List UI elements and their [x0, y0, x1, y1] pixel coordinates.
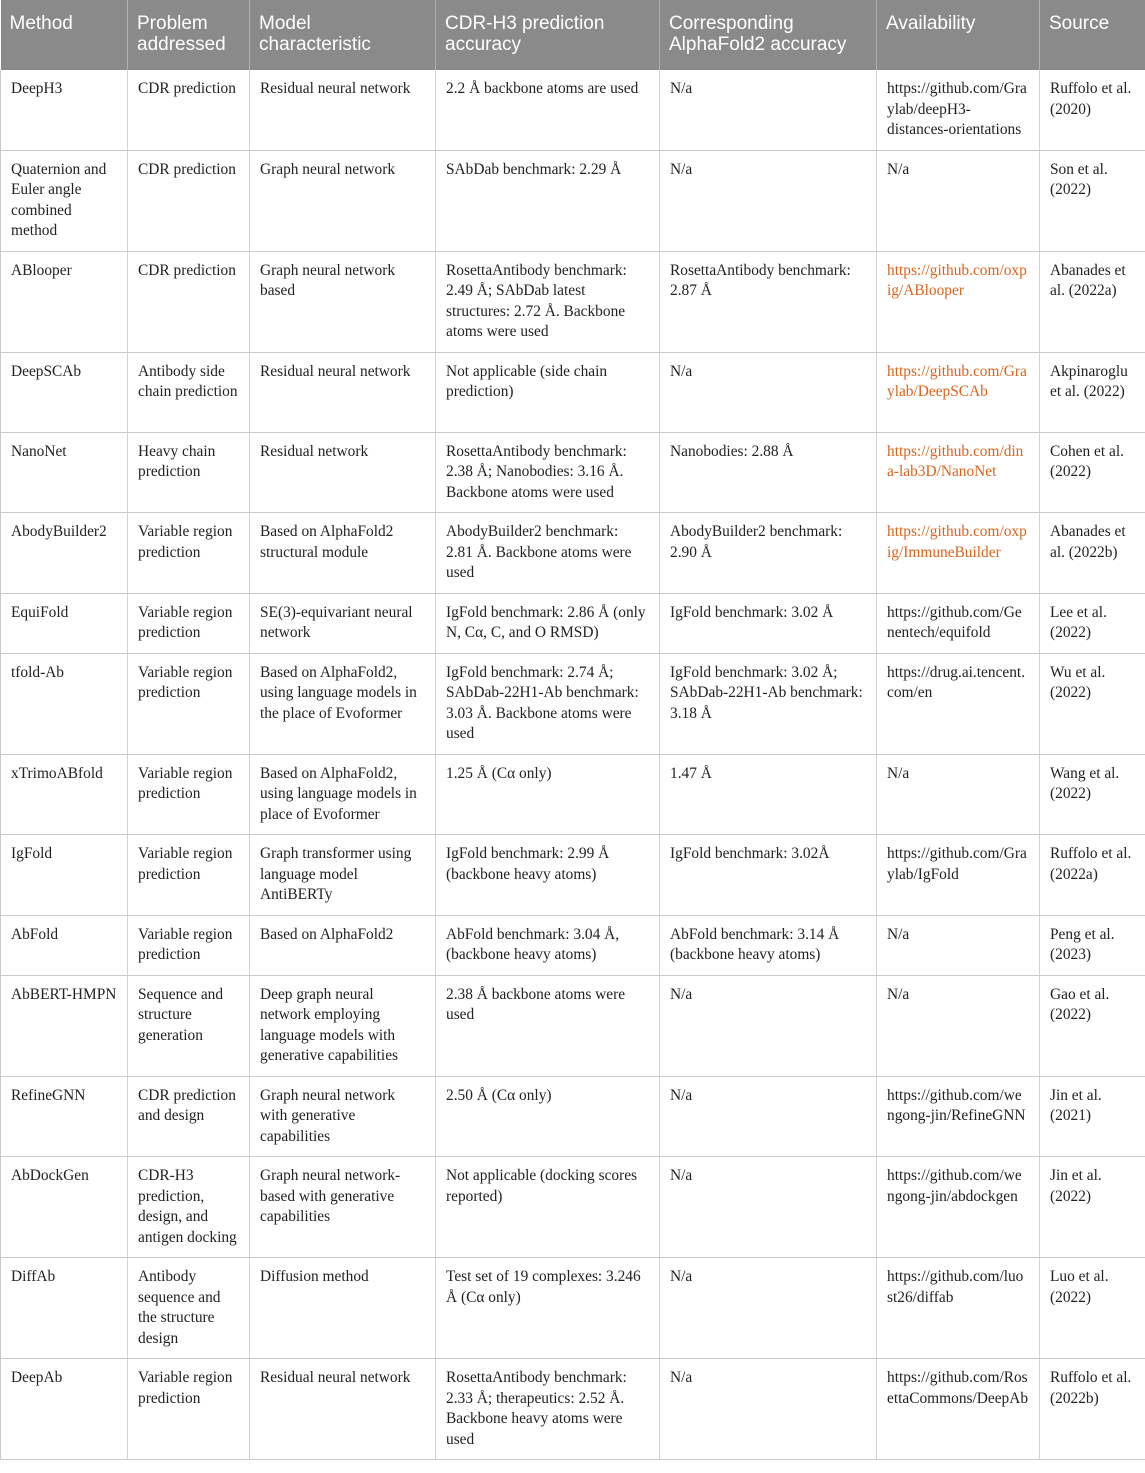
table-row [1, 513, 1145, 594]
table-row [1, 70, 1145, 150]
cell-method: AbDockGen [1, 1157, 128, 1258]
cell-source: Abanades et al. (2022b) [1040, 513, 1145, 594]
cell-model: Graph neural network-based with generative capabilities [250, 1157, 436, 1258]
cell-availability[interactable]: https://github.com/Graylab/IgFold [877, 835, 1040, 916]
table-row [1, 975, 1145, 1076]
cell-availability[interactable]: https://github.com/Genentech/equifold [877, 593, 1040, 653]
header-alphafold: Corresponding AlphaFold2 accuracy [660, 0, 877, 70]
cell-accuracy: Not applicable (side chain prediction) [436, 352, 660, 432]
cell-method: AbBERT-HMPN [1, 975, 128, 1076]
cell-source: Jin et al. (2022) [1040, 1157, 1145, 1258]
cell-problem: Antibody side chain prediction [128, 352, 250, 432]
cell-method: IgFold [1, 835, 128, 916]
cell-source: Lee et al. (2022) [1040, 593, 1145, 653]
cell-problem: CDR-H3 prediction, design, and antigen docking [128, 1157, 250, 1258]
cell-alphafold: N/a [660, 1258, 877, 1359]
cell-alphafold: IgFold benchmark: 3.02Å [660, 835, 877, 916]
cell-method: EquiFold [1, 593, 128, 653]
cell-source: Gao et al. (2022) [1040, 975, 1145, 1076]
cell-source: Akpinaroglu et al. (2022) [1040, 352, 1145, 432]
table-row [1, 1157, 1145, 1258]
cell-availability[interactable]: https://github.com/luost26/diffab [877, 1258, 1040, 1359]
cell-problem: Heavy chain prediction [128, 432, 250, 513]
cell-model: Based on AlphaFold2 structural module [250, 513, 436, 594]
header-problem: Problem addressed [128, 0, 250, 70]
cell-model: Deep graph neural network employing language models with generative capabilities [250, 975, 436, 1076]
cell-accuracy: 2.38 Å backbone atoms were used [436, 975, 660, 1076]
cell-availability[interactable]: https://github.com/Graylab/deepH3-distances-orientations [877, 70, 1040, 150]
cell-problem: Variable region prediction [128, 754, 250, 835]
cell-accuracy: IgFold benchmark: 2.86 Å (only N, Cα, C, and O RMSD) [436, 593, 660, 653]
cell-method: xTrimoABfold [1, 754, 128, 835]
table-row [1, 754, 1145, 835]
cell-model: Based on AlphaFold2, using language models in place of Evoformer [250, 754, 436, 835]
cell-method: ABlooper [1, 251, 128, 352]
cell-method: DeepAb [1, 1359, 128, 1460]
cell-model: Graph neural network [250, 150, 436, 251]
cell-problem: Antibody sequence and the structure design [128, 1258, 250, 1359]
cell-accuracy: Not applicable (docking scores reported) [436, 1157, 660, 1258]
cell-accuracy: SAbDab benchmark: 2.29 Å [436, 150, 660, 251]
cell-availability: N/a [877, 975, 1040, 1076]
cell-accuracy: 1.25 Å (Cα only) [436, 754, 660, 835]
header-availability: Availability [877, 0, 1040, 70]
cell-source: Wang et al. (2022) [1040, 754, 1145, 835]
cell-source: Peng et al. (2023) [1040, 915, 1145, 975]
cell-method: DeepH3 [1, 70, 128, 150]
table-row [1, 835, 1145, 916]
cell-accuracy: AbFold benchmark: 3.04 Å, (backbone heavy atoms) [436, 915, 660, 975]
cell-model: Graph transformer using language model AntiBERTy [250, 835, 436, 916]
cell-problem: Variable region prediction [128, 1359, 250, 1460]
cell-problem: Variable region prediction [128, 835, 250, 916]
table-row [1, 150, 1145, 251]
cell-availability[interactable]: https://github.com/dina-lab3D/NanoNet [877, 432, 1040, 513]
cell-availability[interactable]: https://github.com/Graylab/DeepSCAb [877, 352, 1040, 432]
cell-alphafold: N/a [660, 1076, 877, 1157]
table-body [1, 70, 1145, 1460]
cell-accuracy: AbodyBuilder2 benchmark: 2.81 Å. Backbone atoms were used [436, 513, 660, 594]
cell-availability[interactable]: https://drug.ai.tencent.com/en [877, 653, 1040, 754]
cell-method: RefineGNN [1, 1076, 128, 1157]
cell-problem: Variable region prediction [128, 653, 250, 754]
header-row [1, 0, 1145, 70]
cell-alphafold: N/a [660, 975, 877, 1076]
header-model: Model characteristic [250, 0, 436, 70]
table-row [1, 1258, 1145, 1359]
cell-accuracy: RosettaAntibody benchmark: 2.33 Å; therapeutics: 2.52 Å. Backbone heavy atoms were used [436, 1359, 660, 1460]
cell-accuracy: RosettaAntibody benchmark: 2.38 Å; Nanobodies: 3.16 Å. Backbone atoms were used [436, 432, 660, 513]
cell-accuracy: IgFold benchmark: 2.99 Å (backbone heavy atoms) [436, 835, 660, 916]
cell-alphafold: N/a [660, 1359, 877, 1460]
cell-accuracy: 2.50 Å (Cα only) [436, 1076, 660, 1157]
cell-model: Based on AlphaFold2, using language models in the place of Evoformer [250, 653, 436, 754]
cell-model: Based on AlphaFold2 [250, 915, 436, 975]
cell-model: Graph neural network with generative capabilities [250, 1076, 436, 1157]
header-method: Method [1, 0, 128, 70]
cell-alphafold: 1.47 Å [660, 754, 877, 835]
cell-alphafold: AbodyBuilder2 benchmark: 2.90 Å [660, 513, 877, 594]
table-row [1, 915, 1145, 975]
cell-problem: CDR prediction [128, 70, 250, 150]
cell-alphafold: AbFold benchmark: 3.14 Å (backbone heavy atoms) [660, 915, 877, 975]
cell-model: Residual neural network [250, 1359, 436, 1460]
cell-problem: CDR prediction and design [128, 1076, 250, 1157]
cell-source: Cohen et al. (2022) [1040, 432, 1145, 513]
cell-availability: N/a [877, 150, 1040, 251]
cell-source: Ruffolo et al. (2020) [1040, 70, 1145, 150]
header-accuracy: CDR-H3 prediction accuracy [436, 0, 660, 70]
cell-model: Residual network [250, 432, 436, 513]
cell-method: DeepSCAb [1, 352, 128, 432]
header-source: Source [1040, 0, 1145, 70]
cell-alphafold: N/a [660, 352, 877, 432]
cell-problem: Variable region prediction [128, 513, 250, 594]
cell-availability[interactable]: https://github.com/oxpig/ImmuneBuilder [877, 513, 1040, 594]
cell-availability[interactable]: https://github.com/RosettaCommons/DeepAb [877, 1359, 1040, 1460]
cell-source: Wu et al. (2022) [1040, 653, 1145, 754]
cell-method: AbodyBuilder2 [1, 513, 128, 594]
cell-source: Ruffolo et al. (2022b) [1040, 1359, 1145, 1460]
cell-accuracy: Test set of 19 complexes: 3.246 Å (Cα only) [436, 1258, 660, 1359]
cell-accuracy: IgFold benchmark: 2.74 Å; SAbDab-22H1-Ab benchmark: 3.03 Å. Backbone atoms were used [436, 653, 660, 754]
cell-method: AbFold [1, 915, 128, 975]
cell-model: Residual neural network [250, 70, 436, 150]
cell-method: DiffAb [1, 1258, 128, 1359]
cell-problem: CDR prediction [128, 150, 250, 251]
cell-alphafold: IgFold benchmark: 3.02 Å; SAbDab-22H1-Ab benchmark: 3.18 Å [660, 653, 877, 754]
cell-alphafold: N/a [660, 150, 877, 251]
table-row [1, 1076, 1145, 1157]
cell-alphafold: IgFold benchmark: 3.02 Å [660, 593, 877, 653]
table-row [1, 251, 1145, 352]
cell-alphafold: RosettaAntibody benchmark: 2.87 Å [660, 251, 877, 352]
cell-availability: N/a [877, 915, 1040, 975]
cell-accuracy: RosettaAntibody benchmark: 2.49 Å; SAbDab latest structures: 2.72 Å. Backbone atoms were used [436, 251, 660, 352]
cell-model: Residual neural network [250, 352, 436, 432]
cell-source: Son et al. (2022) [1040, 150, 1145, 251]
cell-method: NanoNet [1, 432, 128, 513]
cell-problem: Variable region prediction [128, 915, 250, 975]
cell-availability[interactable]: https://github.com/oxpig/ABlooper [877, 251, 1040, 352]
cell-problem: Sequence and structure generation [128, 975, 250, 1076]
cell-source: Luo et al. (2022) [1040, 1258, 1145, 1359]
table-row [1, 432, 1145, 513]
cell-availability[interactable]: https://github.com/wengong-jin/abdockgen [877, 1157, 1040, 1258]
cell-accuracy: 2.2 Å backbone atoms are used [436, 70, 660, 150]
cell-source: Abanades et al. (2022a) [1040, 251, 1145, 352]
cell-model: Graph neural network based [250, 251, 436, 352]
cell-model: Diffusion method [250, 1258, 436, 1359]
cell-problem: Variable region prediction [128, 593, 250, 653]
cell-availability[interactable]: https://github.com/wengong-jin/RefineGNN [877, 1076, 1040, 1157]
table-row [1, 593, 1145, 653]
table-row [1, 1359, 1145, 1460]
cell-source: Ruffolo et al. (2022a) [1040, 835, 1145, 916]
cell-model: SE(3)-equivariant neural network [250, 593, 436, 653]
table-row [1, 352, 1145, 432]
cell-alphafold: Nanobodies: 2.88 Å [660, 432, 877, 513]
cell-source: Jin et al. (2021) [1040, 1076, 1145, 1157]
cell-alphafold: N/a [660, 1157, 877, 1258]
cell-availability: N/a [877, 754, 1040, 835]
cell-alphafold: N/a [660, 70, 877, 150]
cell-method: tfold-Ab [1, 653, 128, 754]
cell-method: Quaternion and Euler angle combined method [1, 150, 128, 251]
cell-problem: CDR prediction [128, 251, 250, 352]
table-row [1, 653, 1145, 754]
